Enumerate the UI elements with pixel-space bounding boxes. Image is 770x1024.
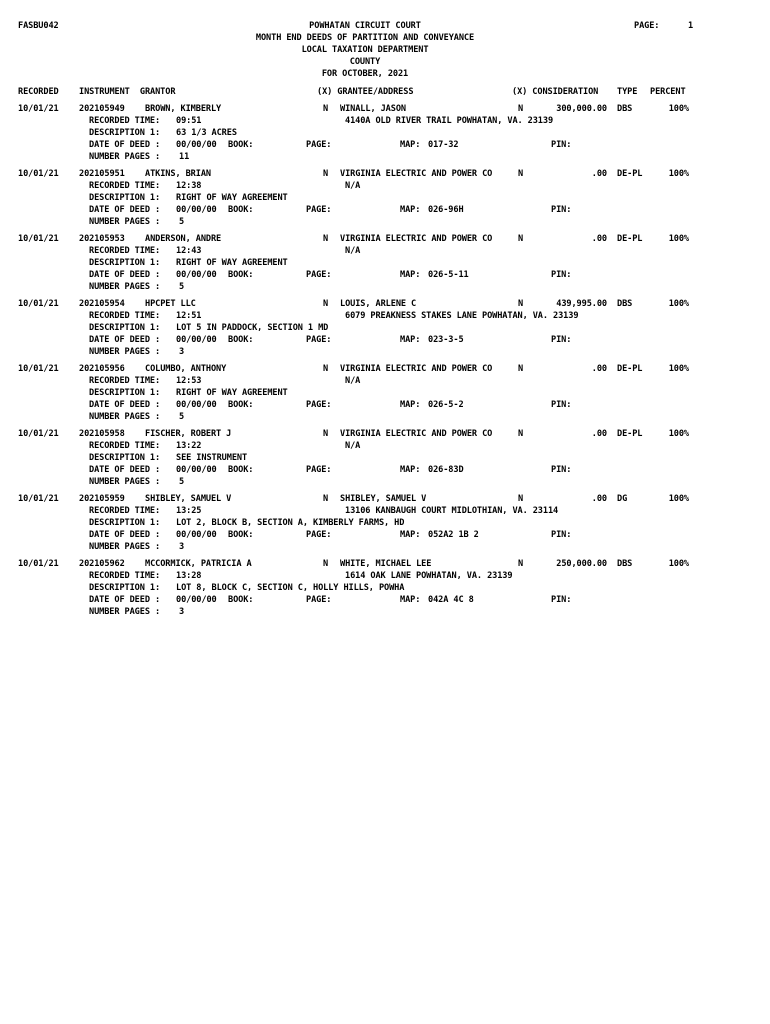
record-grantee-flag: N (518, 299, 524, 309)
record-type: DE-PL (617, 169, 643, 179)
record-deed-date: 00/00/00 (176, 400, 217, 410)
record-number-pages: 5 (179, 282, 185, 292)
record-consideration: 300,000.00 (556, 104, 607, 114)
record-time: 13:22 (176, 441, 202, 451)
col-percent: PERCENT (650, 87, 686, 97)
page-field-label: PAGE: (306, 205, 332, 215)
record-instrument-number: 202105949 (79, 104, 125, 114)
record-description: LOT 5 IN PADDOCK, SECTION 1 MD (176, 323, 329, 333)
record-grantee-address: N/A (345, 376, 361, 386)
description-label: DESCRIPTION 1: (89, 583, 161, 593)
record-grantee: LOUIS, ARLENE C (340, 299, 417, 309)
record-map: 017-32 (428, 140, 459, 150)
record-percent: 100% (668, 104, 689, 114)
record-grantee-address: N/A (345, 181, 361, 191)
record-grantor-flag: N (323, 494, 329, 504)
record-consideration: .00 (591, 429, 607, 439)
record-grantee-flag: N (518, 169, 524, 179)
record-map: 026-5-2 (428, 400, 464, 410)
record-description: RIGHT OF WAY AGREEMENT (176, 388, 288, 398)
record-grantor: COLUMBO, ANTHONY (145, 364, 227, 374)
report-id: FASBU042 (18, 21, 59, 31)
book-label: BOOK: (228, 335, 254, 345)
record-consideration: .00 (591, 234, 607, 244)
map-label: MAP: (400, 270, 421, 280)
date-of-deed-label: DATE OF DEED : (89, 140, 161, 150)
record-map: 042A 4C 8 (428, 595, 474, 605)
court-name: POWHATAN CIRCUIT COURT (309, 21, 421, 31)
record-recorded-date: 10/01/21 (18, 364, 59, 374)
map-label: MAP: (400, 465, 421, 475)
map-label: MAP: (400, 335, 421, 345)
record-grantee-flag: N (518, 559, 524, 569)
page-field-label: PAGE: (306, 335, 332, 345)
record-grantee-flag: N (518, 104, 524, 114)
description-label: DESCRIPTION 1: (89, 258, 161, 268)
record-map: 026-83D (428, 465, 464, 475)
page-field-label: PAGE: (306, 530, 332, 540)
record-grantor-flag: N (323, 559, 329, 569)
record-deed-date: 00/00/00 (176, 595, 217, 605)
col-grantee-address: (X) GRANTEE/ADDRESS (317, 87, 414, 97)
map-label: MAP: (400, 530, 421, 540)
record-grantee: VIRGINIA ELECTRIC AND POWER CO (340, 429, 493, 439)
record-number-pages: 5 (179, 412, 185, 422)
description-label: DESCRIPTION 1: (89, 388, 161, 398)
map-label: MAP: (400, 595, 421, 605)
record-grantee-address: 6079 PREAKNESS STAKES LANE POWHATAN, VA. 23139 (345, 311, 579, 321)
map-label: MAP: (400, 205, 421, 215)
report-title: MONTH END DEEDS OF PARTITION AND CONVEYANCE (255, 33, 475, 43)
record-description: RIGHT OF WAY AGREEMENT (176, 258, 288, 268)
record-grantor-flag: N (323, 234, 329, 244)
record-instrument-number: 202105958 (79, 429, 125, 439)
recorded-time-label: RECORDED TIME: (89, 506, 161, 516)
record-instrument-number: 202105951 (79, 169, 125, 179)
record-grantor: BROWN, KIMBERLY (145, 104, 222, 114)
description-label: DESCRIPTION 1: (89, 453, 161, 463)
number-pages-label: NUMBER PAGES : (89, 412, 161, 422)
date-of-deed-label: DATE OF DEED : (89, 400, 161, 410)
record-instrument-number: 202105962 (79, 559, 125, 569)
record-description: LOT 2, BLOCK B, SECTION A, KIMBERLY FARMS, HD (176, 518, 405, 528)
book-label: BOOK: (228, 400, 254, 410)
record-grantee: SHIBLEY, SAMUEL V (340, 494, 427, 504)
record-grantor: FISCHER, ROBERT J (145, 429, 232, 439)
report-period: FOR OCTOBER, 2021 (321, 69, 409, 79)
record-map: 026-5-11 (428, 270, 469, 280)
map-label: MAP: (400, 140, 421, 150)
record-number-pages: 3 (179, 542, 185, 552)
description-label: DESCRIPTION 1: (89, 518, 161, 528)
date-of-deed-label: DATE OF DEED : (89, 270, 161, 280)
page-number: 1 (688, 21, 694, 31)
pin-label: PIN: (551, 335, 572, 345)
recorded-time-label: RECORDED TIME: (89, 441, 161, 451)
description-label: DESCRIPTION 1: (89, 193, 161, 203)
recorded-time-label: RECORDED TIME: (89, 181, 161, 191)
record-grantor: ATKINS, BRIAN (145, 169, 211, 179)
record-consideration: .00 (591, 364, 607, 374)
number-pages-label: NUMBER PAGES : (89, 152, 161, 162)
date-of-deed-label: DATE OF DEED : (89, 335, 161, 345)
record-type: DG (617, 494, 628, 504)
record-number-pages: 3 (179, 607, 185, 617)
record-percent: 100% (668, 299, 689, 309)
page-field-label: PAGE: (306, 595, 332, 605)
page-field-label: PAGE: (306, 270, 332, 280)
record-grantee-flag: N (518, 429, 524, 439)
record-type: DE-PL (617, 429, 643, 439)
record-type: DBS (617, 299, 633, 309)
record-number-pages: 11 (179, 152, 190, 162)
jurisdiction: COUNTY (349, 57, 381, 67)
pin-label: PIN: (551, 595, 572, 605)
record-time: 09:51 (176, 116, 202, 126)
col-recorded: RECORDED (18, 87, 59, 97)
page-label: PAGE: (634, 21, 660, 31)
record-grantee-address: N/A (345, 441, 361, 451)
record-percent: 100% (668, 494, 689, 504)
col-instrument-grantor: INSTRUMENT GRANTOR (79, 87, 176, 97)
record-percent: 100% (668, 364, 689, 374)
description-label: DESCRIPTION 1: (89, 323, 161, 333)
date-of-deed-label: DATE OF DEED : (89, 530, 161, 540)
record-grantee-address: 13106 KANBAUGH COURT MIDLOTHIAN, VA. 23114 (345, 506, 559, 516)
recorded-time-label: RECORDED TIME: (89, 376, 161, 386)
book-label: BOOK: (228, 465, 254, 475)
page-field-label: PAGE: (306, 400, 332, 410)
record-map: 023-3-5 (428, 335, 464, 345)
book-label: BOOK: (228, 530, 254, 540)
record-deed-date: 00/00/00 (176, 140, 217, 150)
pin-label: PIN: (551, 205, 572, 215)
book-label: BOOK: (228, 140, 254, 150)
record-map: 052A2 1B 2 (428, 530, 479, 540)
record-consideration: 439,995.00 (556, 299, 607, 309)
pin-label: PIN: (551, 465, 572, 475)
record-percent: 100% (668, 429, 689, 439)
record-grantee: VIRGINIA ELECTRIC AND POWER CO (340, 234, 493, 244)
record-recorded-date: 10/01/21 (18, 429, 59, 439)
record-instrument-number: 202105954 (79, 299, 125, 309)
record-grantor-flag: N (323, 299, 329, 309)
record-recorded-date: 10/01/21 (18, 104, 59, 114)
record-deed-date: 00/00/00 (176, 335, 217, 345)
record-type: DBS (617, 104, 633, 114)
pin-label: PIN: (551, 270, 572, 280)
record-time: 12:53 (176, 376, 202, 386)
record-grantee-address: 4140A OLD RIVER TRAIL POWHATAN, VA. 23139 (345, 116, 554, 126)
record-description: LOT 8, BLOCK C, SECTION C, HOLLY HILLS, POWHA (176, 583, 405, 593)
record-time: 12:51 (176, 311, 202, 321)
record-recorded-date: 10/01/21 (18, 299, 59, 309)
record-type: DBS (617, 559, 633, 569)
date-of-deed-label: DATE OF DEED : (89, 465, 161, 475)
col-consideration: (X) CONSIDERATION (512, 87, 599, 97)
record-map: 026-96H (428, 205, 464, 215)
record-grantor: SHIBLEY, SAMUEL V (145, 494, 232, 504)
record-grantor-flag: N (323, 364, 329, 374)
record-grantor-flag: N (323, 104, 329, 114)
record-description: SEE INSTRUMENT (176, 453, 248, 463)
record-percent: 100% (668, 559, 689, 569)
record-instrument-number: 202105953 (79, 234, 125, 244)
record-consideration: .00 (591, 494, 607, 504)
pin-label: PIN: (551, 400, 572, 410)
recorded-time-label: RECORDED TIME: (89, 116, 161, 126)
map-label: MAP: (400, 400, 421, 410)
record-grantee-flag: N (518, 364, 524, 374)
record-time: 12:43 (176, 246, 202, 256)
record-time: 12:38 (176, 181, 202, 191)
number-pages-label: NUMBER PAGES : (89, 477, 161, 487)
record-type: DE-PL (617, 364, 643, 374)
record-instrument-number: 202105959 (79, 494, 125, 504)
record-number-pages: 5 (179, 217, 185, 227)
page-field-label: PAGE: (306, 465, 332, 475)
record-grantor-flag: N (323, 169, 329, 179)
record-description: RIGHT OF WAY AGREEMENT (176, 193, 288, 203)
record-grantee-flag: N (518, 234, 524, 244)
recorded-time-label: RECORDED TIME: (89, 311, 161, 321)
number-pages-label: NUMBER PAGES : (89, 347, 161, 357)
record-grantee: VIRGINIA ELECTRIC AND POWER CO (340, 169, 493, 179)
number-pages-label: NUMBER PAGES : (89, 217, 161, 227)
number-pages-label: NUMBER PAGES : (89, 542, 161, 552)
record-description: 63 1/3 ACRES (176, 128, 237, 138)
record-deed-date: 00/00/00 (176, 205, 217, 215)
record-recorded-date: 10/01/21 (18, 169, 59, 179)
record-grantee: WHITE, MICHAEL LEE (340, 559, 432, 569)
record-recorded-date: 10/01/21 (18, 559, 59, 569)
record-consideration: 250,000.00 (556, 559, 607, 569)
number-pages-label: NUMBER PAGES : (89, 607, 161, 617)
record-recorded-date: 10/01/21 (18, 234, 59, 244)
record-consideration: .00 (591, 169, 607, 179)
record-percent: 100% (668, 234, 689, 244)
col-type: TYPE (617, 87, 638, 97)
record-grantor: HPCPET LLC (145, 299, 196, 309)
record-deed-date: 00/00/00 (176, 270, 217, 280)
page-field-label: PAGE: (306, 140, 332, 150)
date-of-deed-label: DATE OF DEED : (89, 205, 161, 215)
record-number-pages: 5 (179, 477, 185, 487)
record-number-pages: 3 (179, 347, 185, 357)
book-label: BOOK: (228, 595, 254, 605)
record-instrument-number: 202105956 (79, 364, 125, 374)
record-deed-date: 00/00/00 (176, 465, 217, 475)
book-label: BOOK: (228, 205, 254, 215)
pin-label: PIN: (551, 530, 572, 540)
record-grantee: VIRGINIA ELECTRIC AND POWER CO (340, 364, 493, 374)
description-label: DESCRIPTION 1: (89, 128, 161, 138)
record-deed-date: 00/00/00 (176, 530, 217, 540)
record-type: DE-PL (617, 234, 643, 244)
date-of-deed-label: DATE OF DEED : (89, 595, 161, 605)
record-grantor-flag: N (323, 429, 329, 439)
department-name: LOCAL TAXATION DEPARTMENT (301, 45, 429, 55)
record-grantee-address: 1614 OAK LANE POWHATAN, VA. 23139 (345, 571, 513, 581)
book-label: BOOK: (228, 270, 254, 280)
recorded-time-label: RECORDED TIME: (89, 571, 161, 581)
record-time: 13:28 (176, 571, 202, 581)
recorded-time-label: RECORDED TIME: (89, 246, 161, 256)
record-grantor: ANDERSON, ANDRE (145, 234, 222, 244)
record-grantor: MCCORMICK, PATRICIA A (145, 559, 252, 569)
record-recorded-date: 10/01/21 (18, 494, 59, 504)
record-time: 13:25 (176, 506, 202, 516)
record-grantee-flag: N (518, 494, 524, 504)
record-grantee-address: N/A (345, 246, 361, 256)
record-grantee: WINALL, JASON (340, 104, 406, 114)
pin-label: PIN: (551, 140, 572, 150)
record-percent: 100% (668, 169, 689, 179)
number-pages-label: NUMBER PAGES : (89, 282, 161, 292)
